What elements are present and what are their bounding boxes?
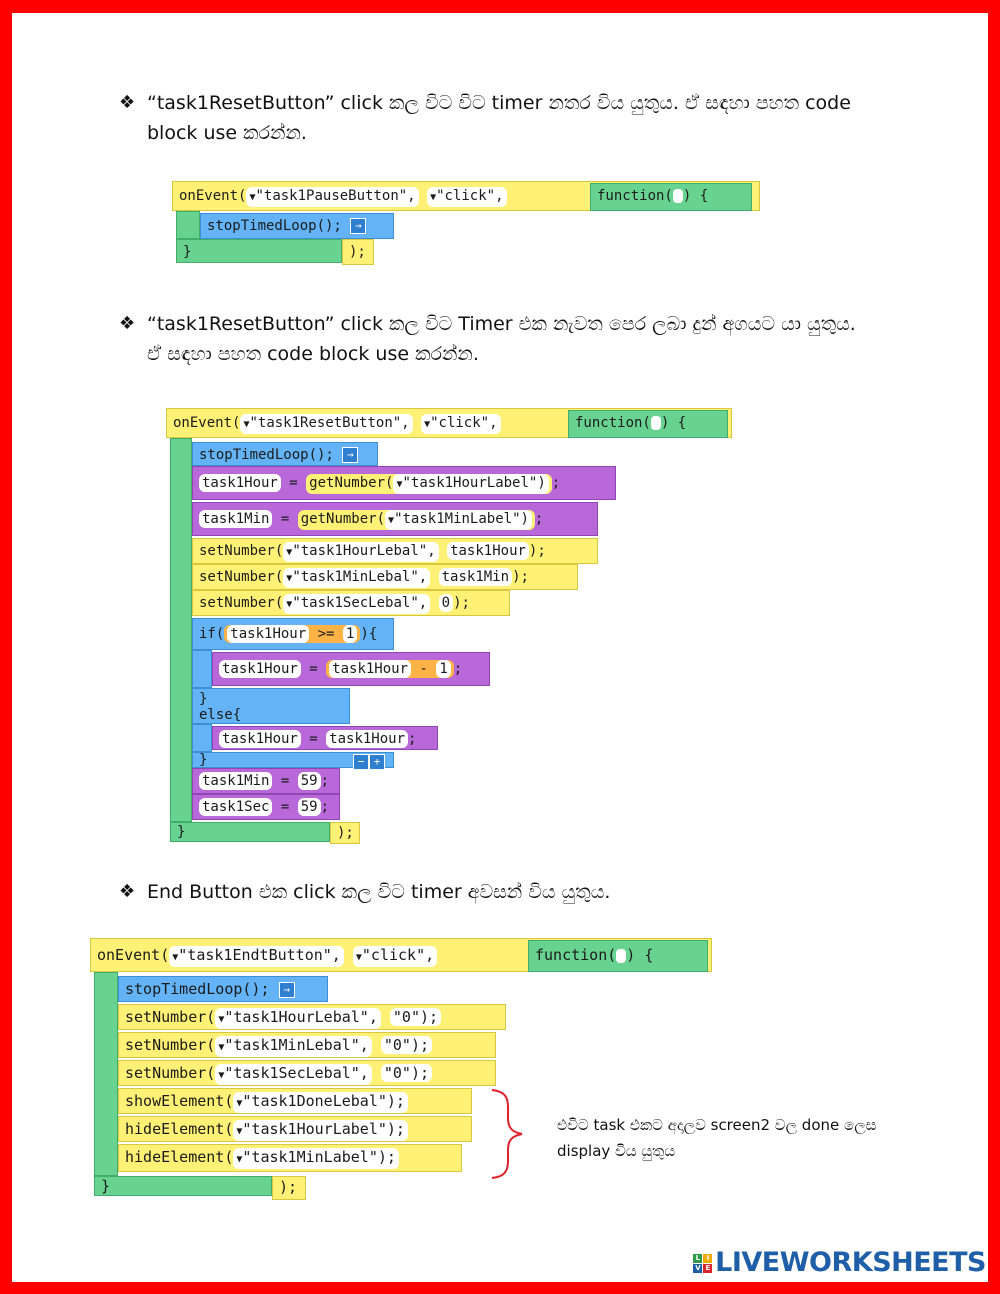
set-sec-row: setNumber( ▼"task1SecLebal", 0 ); <box>192 590 510 616</box>
function-close: } <box>170 822 330 842</box>
else-rail <box>192 724 212 752</box>
function-block: function( ) { <box>528 940 708 972</box>
curly-brace-icon <box>488 1088 528 1180</box>
collapse-icon[interactable]: → <box>279 982 295 998</box>
end-line-3: setNumber( ▼"task1SecLebal", "0"); <box>118 1060 496 1086</box>
assign-hour-row: task1Hour = getNumber( ▼"task1HourLabel") ; <box>192 466 616 500</box>
if-rail <box>192 650 212 688</box>
target-dropdown[interactable]: ▼"task1ResetButton", <box>240 414 412 434</box>
instruction-2 <box>119 309 856 369</box>
end-line-2: setNumber( ▼"task1MinLebal", "0"); <box>118 1032 496 1058</box>
min-reset-row: task1Min = 59 ; <box>192 768 340 794</box>
function-body-rail <box>176 211 200 239</box>
instruction-2-line1: “task1ResetButton” click කල විට Timer එක නැවත පෙර ලබා දුන් අගයට යා යුතුය. <box>147 313 856 335</box>
bullet-icon: ❖ <box>119 92 136 113</box>
function-close: } <box>176 239 342 263</box>
function-body-rail <box>94 972 118 1176</box>
logo-icon: L I V E <box>693 1254 712 1273</box>
instruction-3-line1: End Button එක click කල විට timer අවසන් විය යුතුය. <box>147 881 611 903</box>
event-dropdown[interactable]: ▼"click", <box>421 414 500 434</box>
stop-timed-loop-row: stopTimedLoop(); → <box>200 213 394 239</box>
assign-min-row: task1Min = getNumber( ▼"task1MinLabel") ; <box>192 502 598 536</box>
else-body-row: task1Hour = task1Hour ; <box>212 726 438 750</box>
bullet-icon: ❖ <box>119 313 136 334</box>
instruction-1-line2: block use කරන්න. <box>147 122 307 144</box>
onevent-end-row: onEvent( ▼"task1EndtButton", ▼"click", <box>90 938 712 972</box>
add-else-icon[interactable]: + <box>369 754 385 770</box>
onevent-close: ); <box>272 1176 306 1200</box>
else-row: } else{ <box>192 688 350 724</box>
function-body-rail <box>170 438 192 822</box>
end-line-1: setNumber( ▼"task1HourLebal", "0"); <box>118 1004 506 1030</box>
function-close: } <box>94 1176 272 1196</box>
end-line-4: showElement( ▼"task1DoneLebal"); <box>118 1088 472 1114</box>
onevent-reset-row: onEvent( ▼"task1ResetButton", ▼"click", <box>166 408 732 438</box>
set-min-row: setNumber( ▼"task1MinLebal", task1Min ); <box>192 564 578 590</box>
target-dropdown[interactable]: ▼"task1PauseButton", <box>246 187 418 207</box>
if-close-row: } − + <box>192 752 394 768</box>
side-note: එවිට task එකට අදාලව screen2 වල done ලෙස display විය යුතුය <box>557 1116 877 1160</box>
end-line-6: hideElement( ▼"task1MinLabel"); <box>118 1144 462 1172</box>
liveworksheets-logo: L I V E LIVEWORKSHEETS <box>693 1247 986 1278</box>
remove-else-icon[interactable]: − <box>353 754 369 770</box>
bullet-icon: ❖ <box>119 881 136 902</box>
onevent-pause-row: onEvent( ▼"task1PauseButton", ▼"click", <box>172 181 760 211</box>
if-row: if( task1Hour >= 1 ){ <box>192 618 394 650</box>
instruction-3 <box>119 877 611 907</box>
sec-reset-row: task1Sec = 59 ; <box>192 794 340 820</box>
instruction-2-line2: ඒ සඳහා පහත code block use කරන්න. <box>147 343 479 365</box>
function-block: function( ) { <box>590 183 752 211</box>
instruction-1-line1: “task1ResetButton” click කල විට විට timer නතර විය යුතුය. ඒ සඳහා පහත code <box>147 92 851 114</box>
collapse-icon[interactable]: → <box>342 447 358 463</box>
stop-timed-loop-row: stopTimedLoop(); → <box>118 976 328 1002</box>
stop-timed-loop-row: stopTimedLoop(); → <box>192 442 378 466</box>
instruction-1 <box>119 88 851 148</box>
end-line-5: hideElement( ▼"task1HourLabel"); <box>118 1116 472 1142</box>
onevent-close: ); <box>342 239 374 265</box>
collapse-icon[interactable]: → <box>350 218 366 234</box>
function-block: function( ) { <box>568 410 728 438</box>
event-dropdown[interactable]: ▼"click", <box>427 187 506 207</box>
onevent-close: ); <box>330 822 360 844</box>
if-body-row: task1Hour = task1Hour - 1 ; <box>212 652 490 686</box>
set-hour-row: setNumber( ▼"task1HourLebal", task1Hour ); <box>192 538 598 564</box>
